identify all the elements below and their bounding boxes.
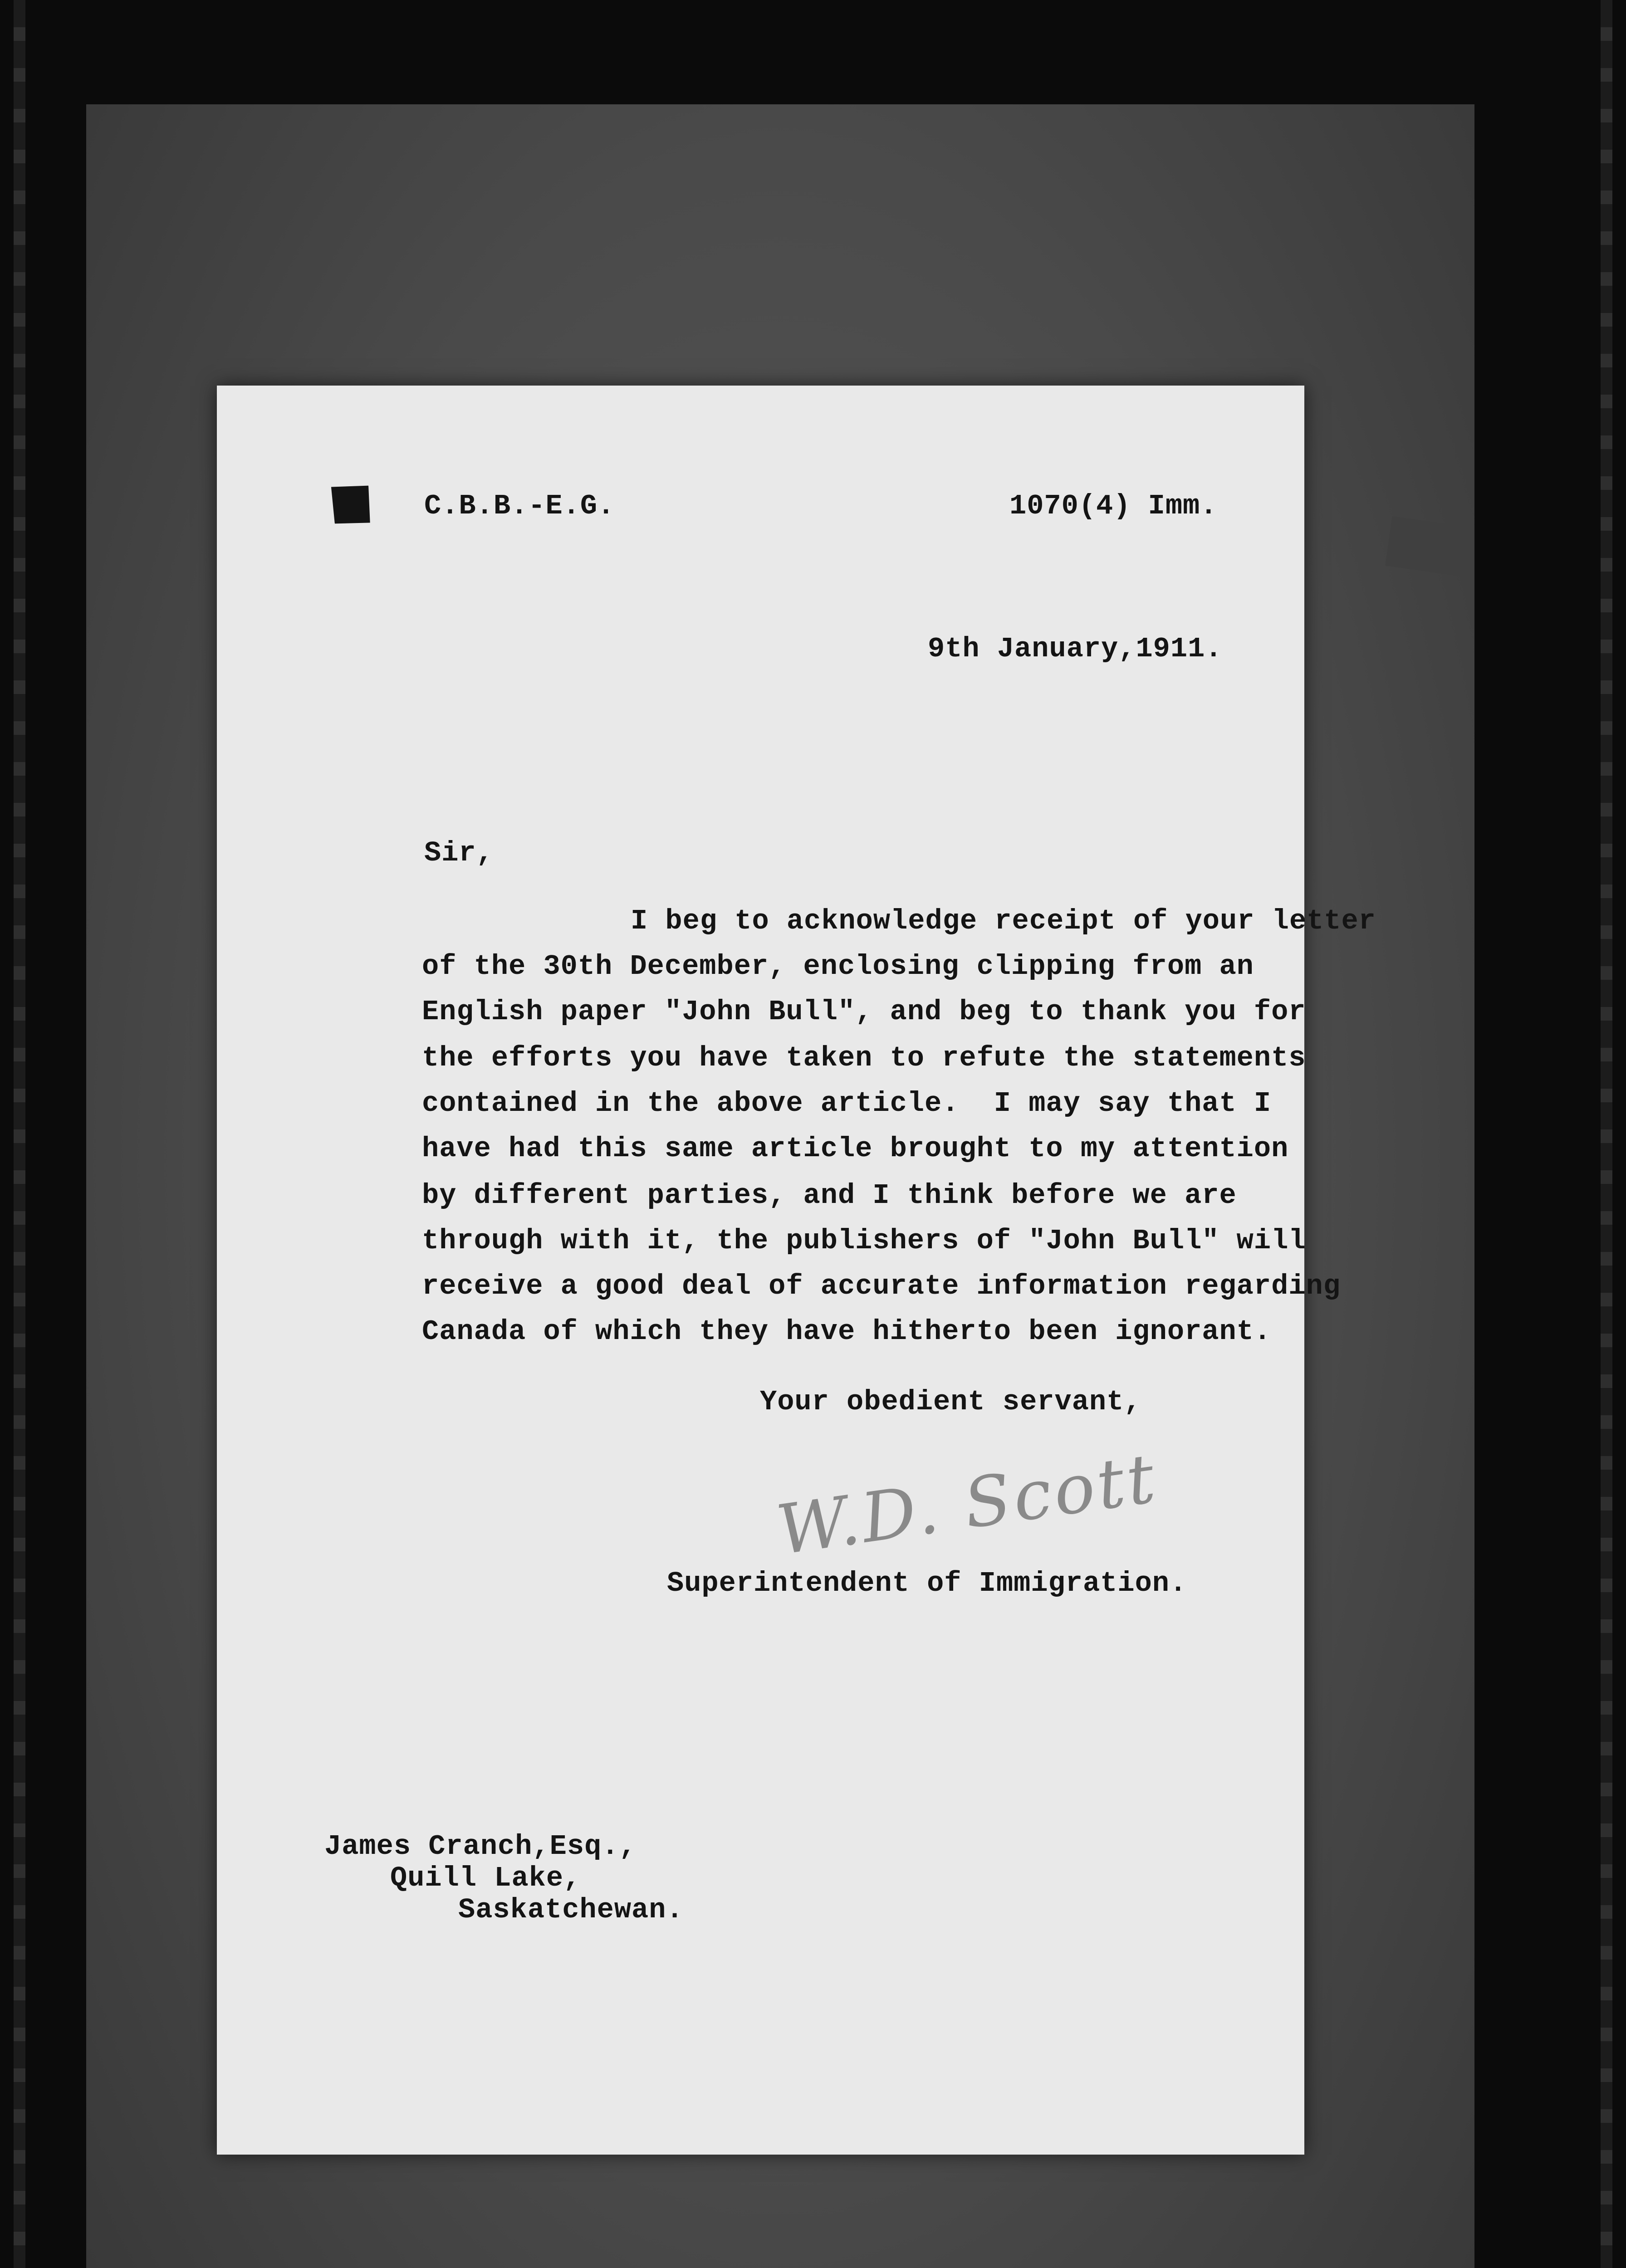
letter-date: 9th January,1911. (928, 633, 1223, 665)
body-line: have had this same article brought to my attention (422, 1133, 1289, 1165)
body-line: I beg to acknowledge receipt of your letter (631, 905, 1376, 937)
file-number: 1070(4) Imm. (1009, 490, 1218, 522)
body-line: Canada of which they have hitherto been ignorant. (422, 1315, 1272, 1348)
body-line: through with it, the publishers of "John Bull" will (422, 1225, 1306, 1257)
address-line: James Cranch,Esq., (324, 1830, 637, 1862)
body-line: of the 30th December, enclosing clipping from an (422, 950, 1254, 982)
film-edge-left (14, 0, 25, 2268)
body-line: the efforts you have taken to refute the statements (422, 1042, 1306, 1074)
signature: W.D. Scott (772, 1439, 1162, 1570)
body-line: by different parties, and I think before we are (422, 1179, 1237, 1212)
signature-title: Superintendent of Immigration. (667, 1567, 1187, 1599)
file-initials: C.B.B.-E.G. (424, 490, 615, 522)
body-line: contained in the above article. I may say that I (422, 1087, 1272, 1119)
salutation: Sir, (424, 837, 494, 869)
body-line: English paper "John Bull", and beg to thank you for (422, 996, 1306, 1028)
address-line: Quill Lake, (390, 1862, 581, 1894)
closing: Your obedient servant, (760, 1386, 1141, 1418)
body-line: receive a good deal of accurate information regarding (422, 1270, 1341, 1302)
address-line: Saskatchewan. (458, 1894, 684, 1926)
film-edge-right (1601, 0, 1612, 2268)
